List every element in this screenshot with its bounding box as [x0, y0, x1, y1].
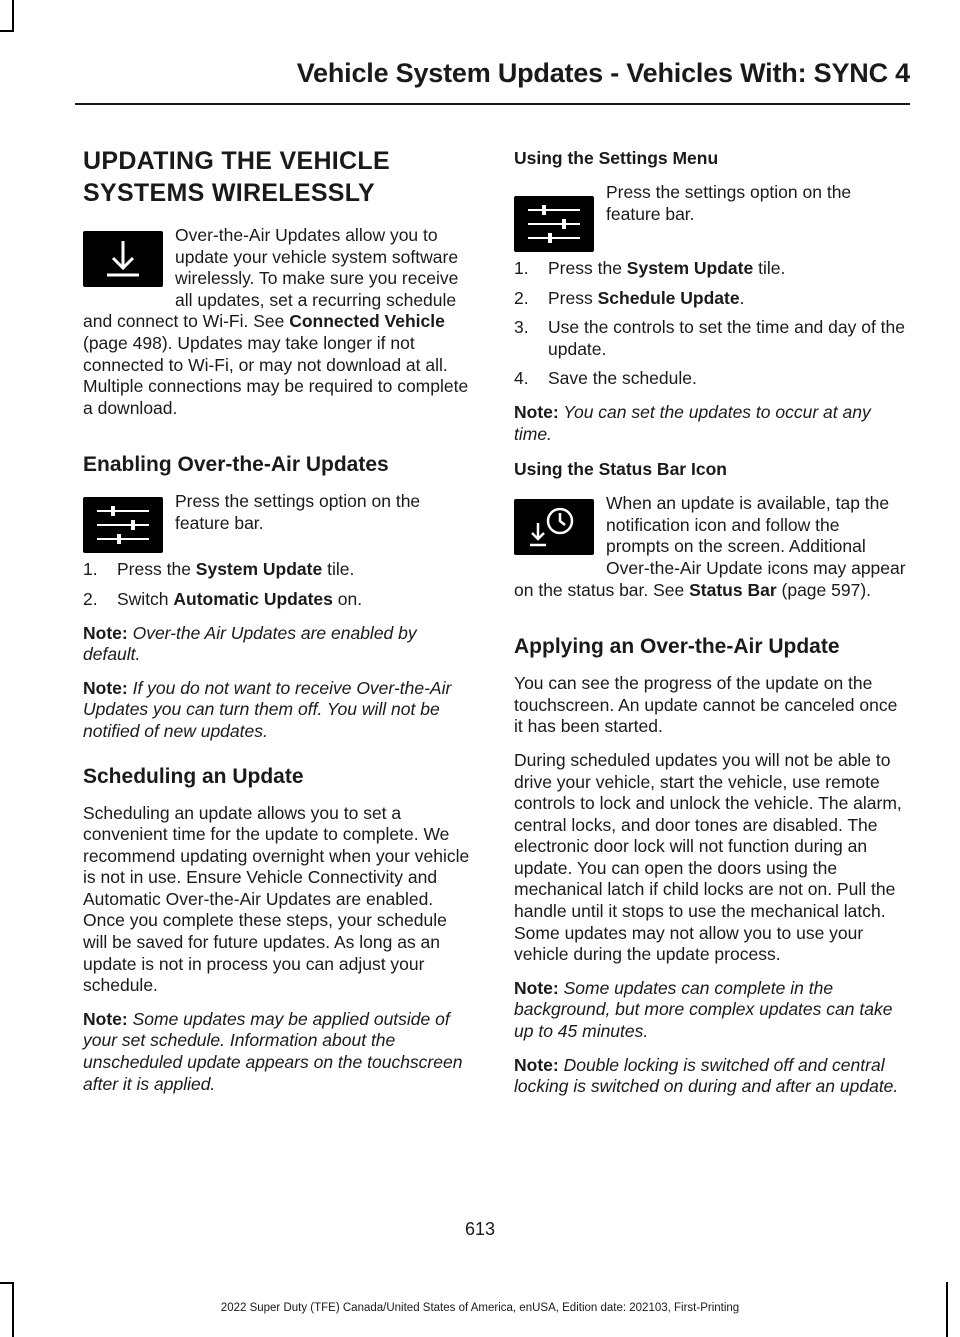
- step-text: on.: [332, 588, 363, 609]
- enabling-text: Press the settings option on the feature bar.: [175, 491, 421, 533]
- settings-menu-heading: Using the Settings Menu: [514, 148, 719, 168]
- applying-heading: Applying an Over-the-Air Update: [514, 635, 840, 659]
- note-text: Double locking is switched off and central locking is switched on during and after an update.: [514, 1054, 899, 1097]
- status-bar-link[interactable]: Status Bar: [689, 579, 777, 600]
- list-item: [514, 258, 907, 280]
- note-text: Over-the Air Updates are enabled by default.: [83, 622, 417, 665]
- note-label: Note:: [514, 401, 559, 422]
- step-text: Save the schedule.: [548, 368, 697, 389]
- crop-mark: [12, 0, 14, 30]
- applying-text: You can see the progress of the update on the touchscreen. An update cannot be canceled once it has been started.: [514, 673, 898, 737]
- step-text: .: [739, 287, 745, 308]
- step-text: Use the controls to set the time and day of the update.: [548, 317, 906, 359]
- list-item: [83, 589, 475, 611]
- status-bar-text-b: (page 597).: [776, 579, 872, 600]
- crop-mark: [0, 1282, 14, 1284]
- step-text: Press the: [117, 559, 196, 580]
- note: [514, 978, 907, 1043]
- note-text: You can set the updates to occur at any time.: [514, 401, 871, 444]
- note: [83, 1009, 475, 1095]
- note-text: Some updates may be applied outside of your set schedule. Information about the unscheduled update appears on the touchscreen after it is applied.: [83, 1008, 463, 1094]
- note: [83, 678, 475, 743]
- intro-text: Over-the-Air Updates allow you to update your vehicle system software wirelessly. To make sure you receive all updates, set a recurring schedule and connect to Wi-Fi. See: [83, 225, 459, 332]
- step-number: 1.: [514, 258, 529, 278]
- note-text: Some updates can complete in the background, but more complex updates can take up to 45 minutes.: [514, 977, 893, 1042]
- page-header-title: Vehicle System Updates - Vehicles With: SYNC 4: [296, 58, 910, 88]
- section-heading-line2: SYSTEMS WIRELESSLY: [83, 179, 376, 207]
- step-bold: Automatic Updates: [173, 588, 333, 609]
- status-bar-text-a: When an update is available, tap the notification icon and follow the prompts on the screen. Additional Over-the-Air Update icons may appear on the status bar. See: [514, 493, 906, 600]
- list-item: [514, 368, 907, 390]
- note-label: Note:: [83, 622, 128, 643]
- step-number: 2.: [83, 588, 98, 609]
- settings-menu-text: Press the settings option on the feature bar.: [606, 182, 852, 224]
- note: [514, 402, 907, 445]
- update-clock-icon: [514, 499, 594, 555]
- note-label: Note:: [514, 1054, 559, 1075]
- download-icon: [83, 231, 163, 287]
- note-text: If you do not want to receive Over-the-Air Updates you can turn them off. You will not be notified of new updates.: [83, 677, 452, 741]
- step-number: 4.: [514, 368, 529, 389]
- note: [514, 1055, 907, 1098]
- scheduling-heading: Scheduling an Update: [83, 764, 304, 788]
- section-heading: [83, 145, 475, 209]
- step-text: Switch: [117, 588, 174, 609]
- page-number: 613: [464, 1219, 496, 1239]
- step-bold: Schedule Update: [597, 287, 740, 308]
- enabling-steps: [83, 559, 475, 610]
- step-number: 2.: [514, 287, 529, 308]
- right-column: [514, 146, 907, 1110]
- settings-steps: [514, 258, 907, 390]
- step-text: tile.: [322, 559, 355, 580]
- list-item: [514, 317, 907, 360]
- note: [83, 623, 475, 666]
- list-item: [83, 559, 475, 581]
- header-divider: [75, 103, 910, 105]
- note-label: Note:: [83, 1008, 128, 1029]
- enabling-heading: Enabling Over-the-Air Updates: [83, 453, 389, 477]
- connected-vehicle-link[interactable]: Connected Vehicle: [289, 311, 445, 332]
- note-label: Note:: [83, 677, 128, 698]
- applying-text: During scheduled updates you will not be able to drive your vehicle, start the vehicle, use remote controls to lock and unlock the vehicle. The alarm, central locks, and door tones are disabled. The electronic door lock will not function during an update. You can open the doors using the mechanical latch if child locks are not on. Pull the handle until it stops to use the mechanical latch. Some updates may not allow you to use your vehicle during the update process.: [514, 749, 902, 965]
- section-heading-line1: UPDATING THE VEHICLE: [83, 147, 390, 175]
- step-bold: System Update: [626, 258, 754, 278]
- list-item: [514, 288, 907, 310]
- note-label: Note:: [514, 977, 559, 998]
- step-text: Press the: [548, 258, 627, 278]
- settings-sliders-icon: [514, 196, 594, 252]
- step-bold: System Update: [195, 559, 323, 580]
- step-number: 1.: [83, 559, 98, 580]
- step-number: 3.: [514, 317, 529, 338]
- settings-sliders-icon: [83, 497, 163, 553]
- status-bar-heading: Using the Status Bar Icon: [514, 459, 727, 480]
- intro-text-cont: (page 498). Updates may take longer if not connected to Wi-Fi, or may not download at all. Multiple connections may be required to complete a download.: [83, 332, 469, 418]
- crop-mark: [0, 30, 14, 32]
- footer-text: 2022 Super Duty (TFE) Canada/United States of America, enUSA, Edition date: 202103, First-Printing: [220, 1302, 740, 1314]
- step-text: Press: [548, 287, 598, 308]
- left-column: [83, 145, 475, 1107]
- scheduling-text: Scheduling an update allows you to set a convenient time for the update to complete. We recommend updating overnight when your vehicle is not in use. Ensure Vehicle Connectivity and Automatic Over-the-Air Updates are enabled. Once you complete these steps, your schedule will be saved for future updates. As long as an update is not in process you can adjust your schedule.: [83, 802, 470, 996]
- step-text: tile.: [753, 258, 786, 278]
